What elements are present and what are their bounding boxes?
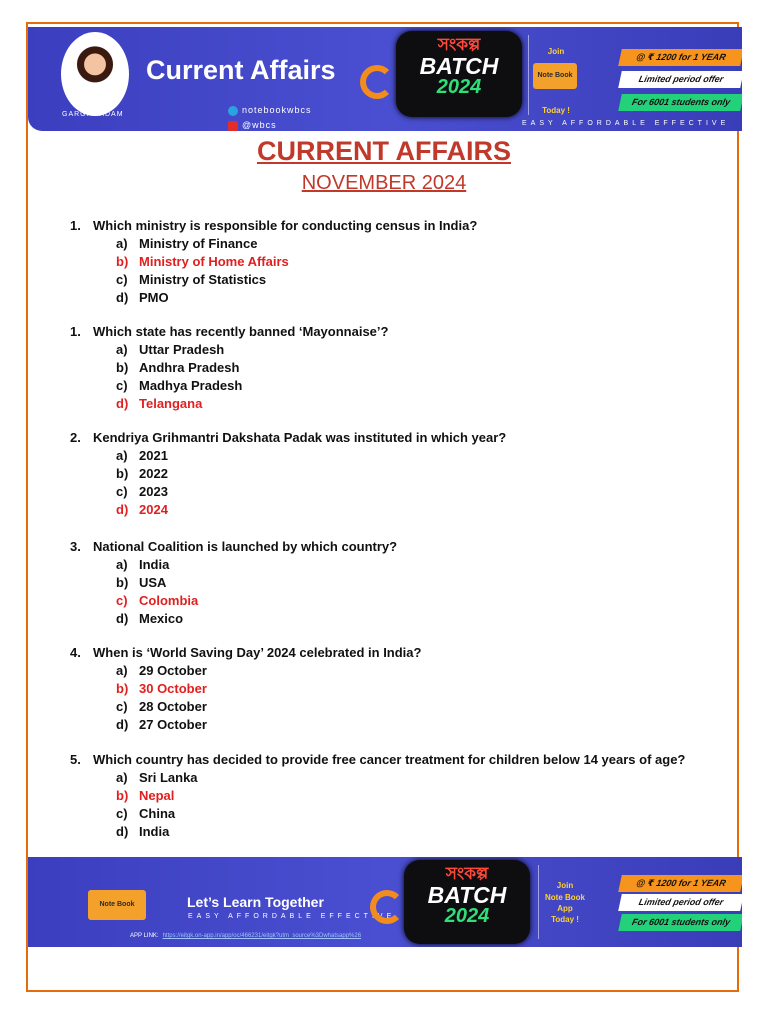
option-b-answer: b) Ministry of Home Affairs [116, 254, 289, 269]
question-2 [70, 323, 750, 413]
option-a: a) 2021 [116, 448, 168, 463]
option-c: c) 28 October [116, 699, 207, 714]
question-6 [70, 751, 750, 841]
option-d: d) PMO [116, 290, 169, 305]
batch-word: BATCH [419, 53, 499, 79]
question-text: 1. Which ministry is responsible for conducting census in India? [70, 218, 478, 233]
telegram-handle[interactable] [228, 105, 312, 116]
page-subtitle: NOVEMBER 2024 [301, 172, 467, 194]
question-text: 4. When is ‘World Saving Day’ 2024 celebrated in India? [70, 645, 422, 660]
batch-bengali: সংকল্প [445, 864, 489, 883]
question-5 [70, 644, 750, 734]
option-c: c) China [116, 806, 176, 821]
option-d: d) 27 October [116, 717, 207, 732]
promo-students: For 6001 students only [618, 94, 742, 111]
question-text: 2. Kendriya Grihmantri Dakshata Padak was instituted in which year? [70, 430, 507, 445]
question-text: 3. National Coalition is launched by which country? [70, 539, 398, 554]
option-c: c) Ministry of Statistics [116, 272, 267, 287]
learn-together-title: Let’s Learn Together [187, 894, 324, 910]
question-3 [70, 429, 750, 519]
page-title: CURRENT AFFAIRS [257, 136, 511, 166]
question-1 [70, 217, 750, 307]
promo-limited: Limited period offer [618, 894, 742, 911]
option-c-answer: c) Colombia [116, 593, 199, 608]
youtube-text: @wbcs [242, 120, 277, 130]
option-c: c) Madhya Pradesh [116, 378, 243, 393]
option-a: a) India [116, 557, 170, 572]
notebook-logo-icon: Note Book [88, 890, 146, 920]
batch-word: BATCH [427, 882, 507, 908]
batch-year: 2024 [436, 76, 482, 98]
banner-title: Current Affairs [146, 55, 336, 85]
question-4 [70, 538, 750, 628]
join-text: Join [556, 881, 574, 890]
option-d: d) India [116, 824, 170, 839]
bottom-banner [28, 857, 742, 947]
youtube-handle[interactable] [228, 120, 277, 131]
batch-year: 2024 [444, 905, 490, 927]
app-link-url[interactable]: https://eitgk.on-app.in/app/oc/466231/eitgk?utm_source%3Dwhatsapp%26 [162, 933, 362, 939]
question-text: 5. Which country has decided to provide free cancer treatment for children below 14 years of age? [70, 752, 686, 767]
youtube-icon [228, 121, 238, 131]
join-text: Join [547, 47, 565, 56]
app-word: App [557, 904, 573, 913]
today-text: Today ! [551, 915, 579, 924]
bottom-tagline: EASY AFFORDABLE EFFECTIVE [188, 913, 396, 920]
question-text: 1. Which state has recently banned ‘Mayonnaise’? [70, 324, 389, 339]
batch-logo [404, 860, 530, 944]
promo-students: For 6001 students only [618, 914, 742, 931]
option-d: d) Mexico [116, 611, 184, 626]
c-logo-icon [370, 890, 404, 924]
telegram-icon [228, 106, 238, 116]
option-b-answer: b) 30 October [116, 681, 207, 696]
option-b-answer: b) Nepal [116, 788, 175, 803]
option-a: a) Uttar Pradesh [116, 342, 225, 357]
promo-price: @ ₹ 1200 for 1 YEAR [618, 49, 742, 66]
notebook-logo-icon: Note Book [533, 63, 577, 89]
top-banner [28, 27, 742, 131]
divider [538, 865, 539, 939]
option-a: a) 29 October [116, 663, 207, 678]
avatar [61, 32, 129, 116]
option-d-answer: d) Telangana [116, 396, 203, 411]
option-b: b) Andhra Pradesh [116, 360, 240, 375]
option-b: b) 2022 [116, 466, 168, 481]
option-a: a) Ministry of Finance [116, 236, 258, 251]
telegram-text: notebookwbcs [242, 105, 312, 115]
batch-logo [396, 31, 522, 117]
promo-limited: Limited period offer [618, 71, 742, 88]
option-a: a) Sri Lanka [116, 770, 198, 785]
tagline: EASY AFFORDABLE EFFECTIVE [522, 120, 730, 127]
avatar-caption: GARGI MADAM [62, 111, 124, 118]
promo-price: @ ₹ 1200 for 1 YEAR [618, 875, 742, 892]
app-link-label: APP LINK: [130, 933, 159, 939]
divider [528, 35, 529, 115]
c-logo-icon [360, 65, 394, 99]
option-c: c) 2023 [116, 484, 168, 499]
today-text: Today ! [542, 106, 570, 115]
option-d-answer: d) 2024 [116, 502, 168, 517]
option-b: b) USA [116, 575, 167, 590]
app-name: Note Book [545, 893, 585, 902]
batch-bengali: সংকল্প [437, 35, 481, 54]
app-link[interactable] [130, 933, 361, 939]
